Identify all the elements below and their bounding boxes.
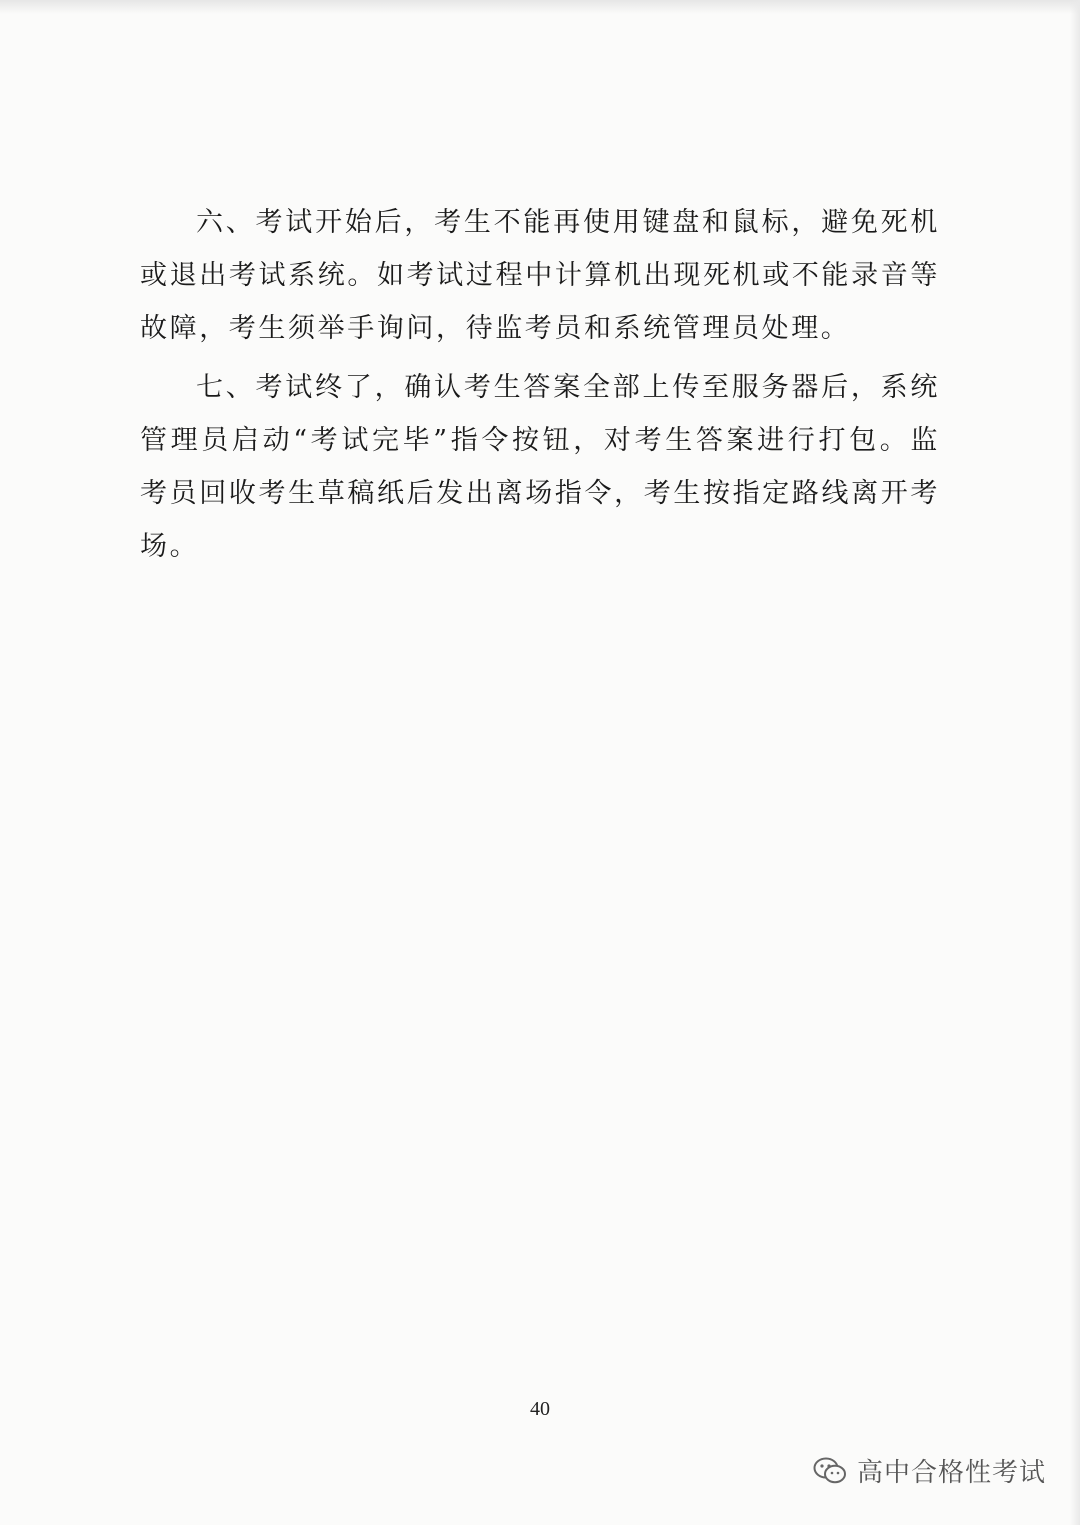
document-body — [140, 196, 940, 579]
page-number: 40 — [530, 1398, 550, 1420]
watermark-text: 高中合格性考试 — [856, 1458, 1046, 1488]
wechat-icon — [813, 1456, 847, 1486]
watermark — [813, 1452, 1046, 1489]
paragraph-seven: 七、考试终了，确认考生答案全部上传至服务器后，系统管理员启动“考试完毕”指令按钮，对考生答案进行打包。监考员回收考生草稿纸后发出离场指令，考生按指定路线离开考场。 — [140, 372, 940, 562]
scan-edge — [1070, 0, 1080, 1525]
paragraph-six: 六、考试开始后，考生不能再使用键盘和鼠标，避免死机或退出考试系统。如考试过程中计算机出现死机或不能录音等故障，考生须举手询问，待监考员和系统管理员处理。 — [140, 207, 940, 344]
scan-edge — [0, 0, 1080, 14]
